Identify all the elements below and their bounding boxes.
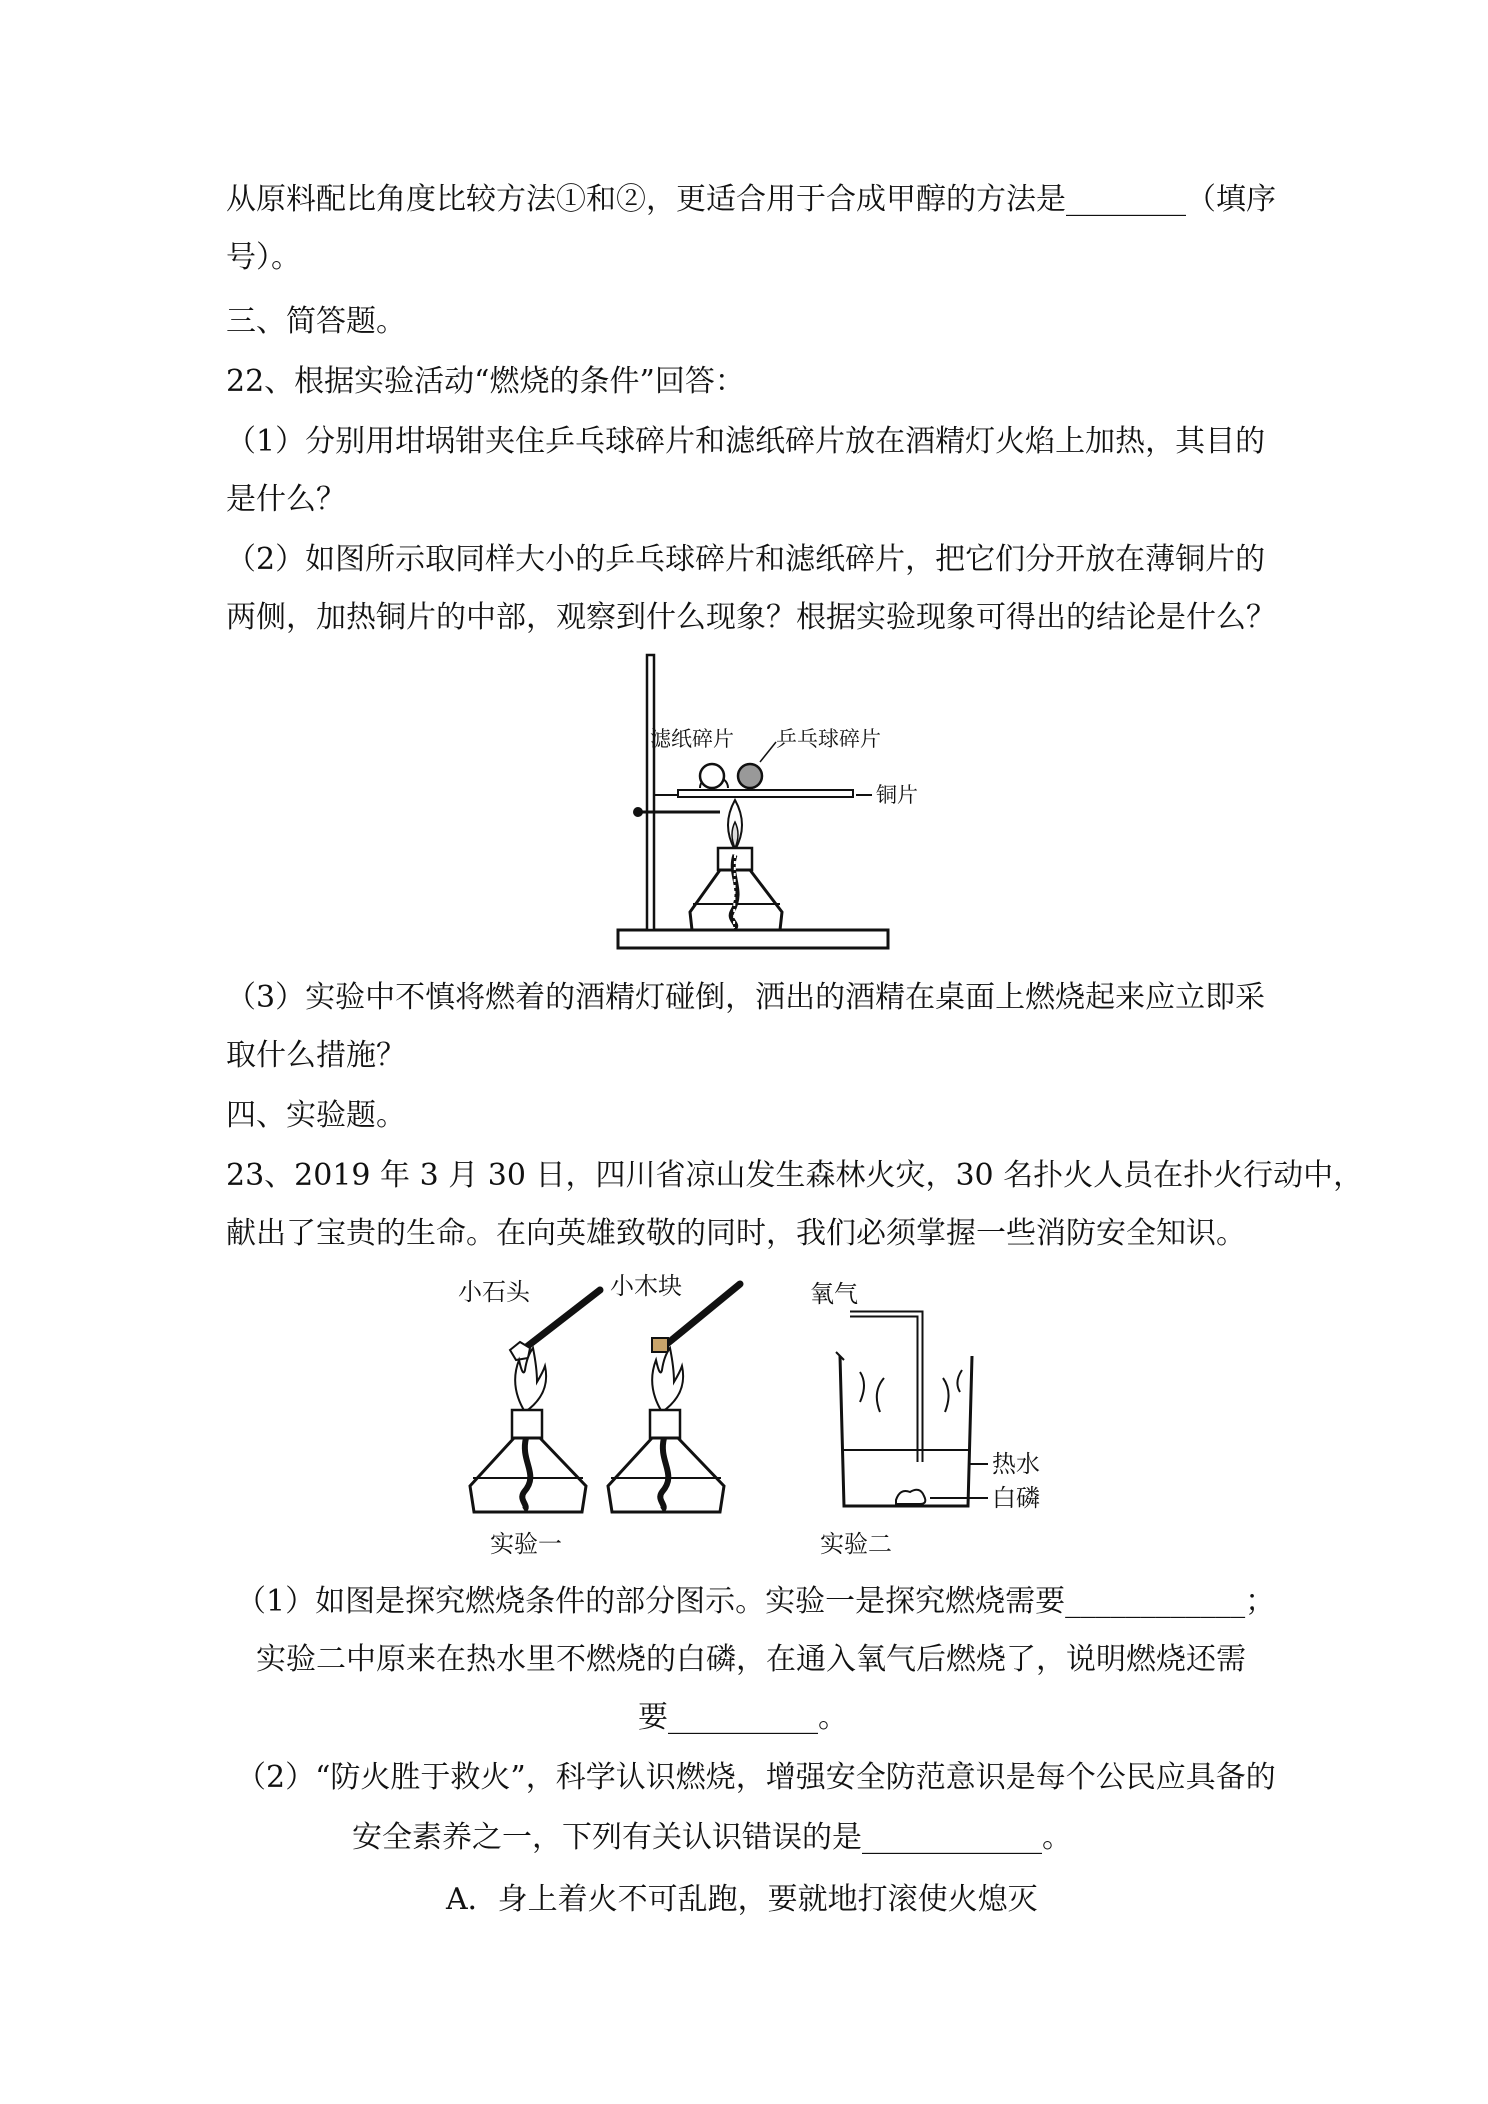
label-oxygen: 氧气 bbox=[810, 1280, 858, 1308]
section-4-heading: 四、实验题。 bbox=[226, 1098, 406, 1133]
label-white-phosphorus: 白磷 bbox=[992, 1484, 1040, 1512]
pingpong-piece bbox=[738, 764, 762, 788]
q23-part1-line3: 要__________。 bbox=[638, 1700, 848, 1735]
flame-b bbox=[652, 1348, 683, 1412]
q21-tail-line2: 号）。 bbox=[226, 240, 301, 275]
q23-figure bbox=[440, 1262, 1060, 1557]
label-hot-water: 热水 bbox=[992, 1450, 1040, 1478]
q23-stem-line2: 献出了宝贵的生命。在向英雄致敬的同时，我们必须掌握一些消防安全知识。 bbox=[226, 1216, 1246, 1251]
stand-base bbox=[618, 930, 888, 948]
tongs-a bbox=[520, 1290, 600, 1352]
section-3-heading: 三、简答题。 bbox=[226, 304, 406, 339]
label-copper: 铜片 bbox=[876, 783, 918, 807]
white-phosphorus bbox=[896, 1490, 925, 1504]
q23-part2-line2: 安全素养之一，下列有关认识错误的是____________。 bbox=[352, 1820, 1072, 1855]
q22-part3-line1: （3）实验中不慎将燃着的酒精灯碰倒，洒出的酒精在桌面上燃烧起来应立即采 bbox=[226, 980, 1266, 1015]
q23-part1-line1: （1）如图是探究燃烧条件的部分图示。实验一是探究燃烧需要____________； bbox=[236, 1584, 1276, 1619]
q22-part2-line1: （2）如图所示取同样大小的乒乓球碎片和滤纸碎片，把它们分开放在薄铜片的 bbox=[226, 542, 1266, 577]
copper-plate bbox=[678, 790, 853, 797]
filter-paper-circle bbox=[700, 764, 724, 788]
q23-stem-line1: 23、2019 年 3 月 30 日，四川省凉山发生森林火灾，30 名扑火人员在扑火行动中， bbox=[226, 1158, 1364, 1193]
q22-part3-line2: 取什么措施？ bbox=[226, 1038, 406, 1073]
wood-block bbox=[652, 1338, 668, 1352]
q23-part2-line1: （2）“防火胜于救火”，科学认识燃烧，增强安全防范意识是每个公民应具备的 bbox=[236, 1760, 1276, 1795]
q22-part2-line2: 两侧，加热铜片的中部，观察到什么现象？根据实验现象可得出的结论是什么？ bbox=[226, 600, 1276, 635]
caption-exp1: 实验一 bbox=[490, 1530, 562, 1557]
stand-rod bbox=[647, 655, 654, 930]
q22-stem: 22、根据实验活动“燃烧的条件”回答： bbox=[226, 364, 745, 399]
label-stone: 小石头 bbox=[458, 1278, 530, 1306]
clamp-screw bbox=[633, 807, 643, 817]
beaker bbox=[840, 1356, 972, 1506]
label-filter-paper: 滤纸碎片 bbox=[650, 727, 734, 751]
q22-part1-line1: （1）分别用坩埚钳夹住乒乓球碎片和滤纸碎片放在酒精灯火焰上加热，其目的 bbox=[226, 424, 1266, 459]
label-wood: 小木块 bbox=[610, 1272, 682, 1300]
oxygen-tube bbox=[850, 1314, 920, 1462]
q22-part1-line2: 是什么？ bbox=[226, 482, 346, 517]
q23-part1-line2: 实验二中原来在热水里不燃烧的白磷，在通入氧气后燃烧了，说明燃烧还需 bbox=[256, 1642, 1246, 1677]
caption-exp2: 实验二 bbox=[820, 1530, 892, 1557]
q22-figure bbox=[600, 650, 920, 955]
label-pingpong: 乒乓球碎片 bbox=[776, 727, 881, 751]
q21-tail-line1: 从原料配比角度比较方法①和②，更适合用于合成甲醇的方法是________（填序 bbox=[226, 182, 1276, 217]
q23-option-a: A．身上着火不可乱跑，要就地打滚使火熄灭 bbox=[446, 1882, 1038, 1917]
